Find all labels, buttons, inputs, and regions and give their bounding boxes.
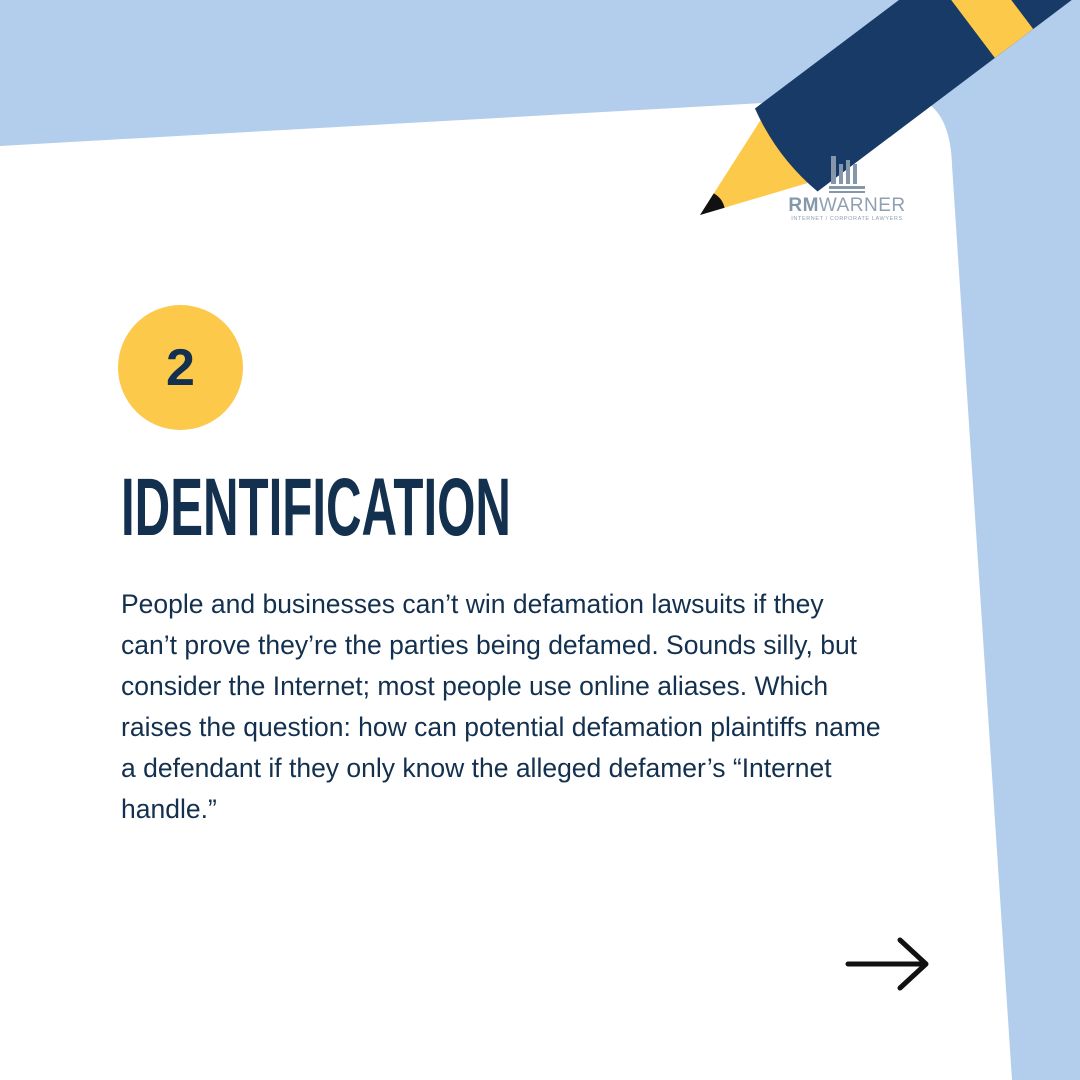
columns-icon	[827, 150, 867, 194]
step-title: IDENTIFICATION	[121, 462, 511, 553]
step-number: 2	[166, 338, 195, 397]
logo-tagline: INTERNET / CORPORATE LAWYERS	[791, 216, 903, 222]
step-number-badge	[118, 305, 243, 430]
logo-wordmark: RMWARNER	[788, 195, 906, 216]
firm-logo	[788, 150, 906, 230]
arrow-right-icon[interactable]	[844, 935, 932, 993]
step-description: People and businesses can’t win defamation lawsuits if they can’t prove they’re the parties being defamed. Sounds silly, but consider the Internet; most people use online aliases. Which raises the question: how can potential defamation plaintiffs name a defendant if they only know the alleged defamer’s “Internet handle.”	[121, 589, 881, 824]
